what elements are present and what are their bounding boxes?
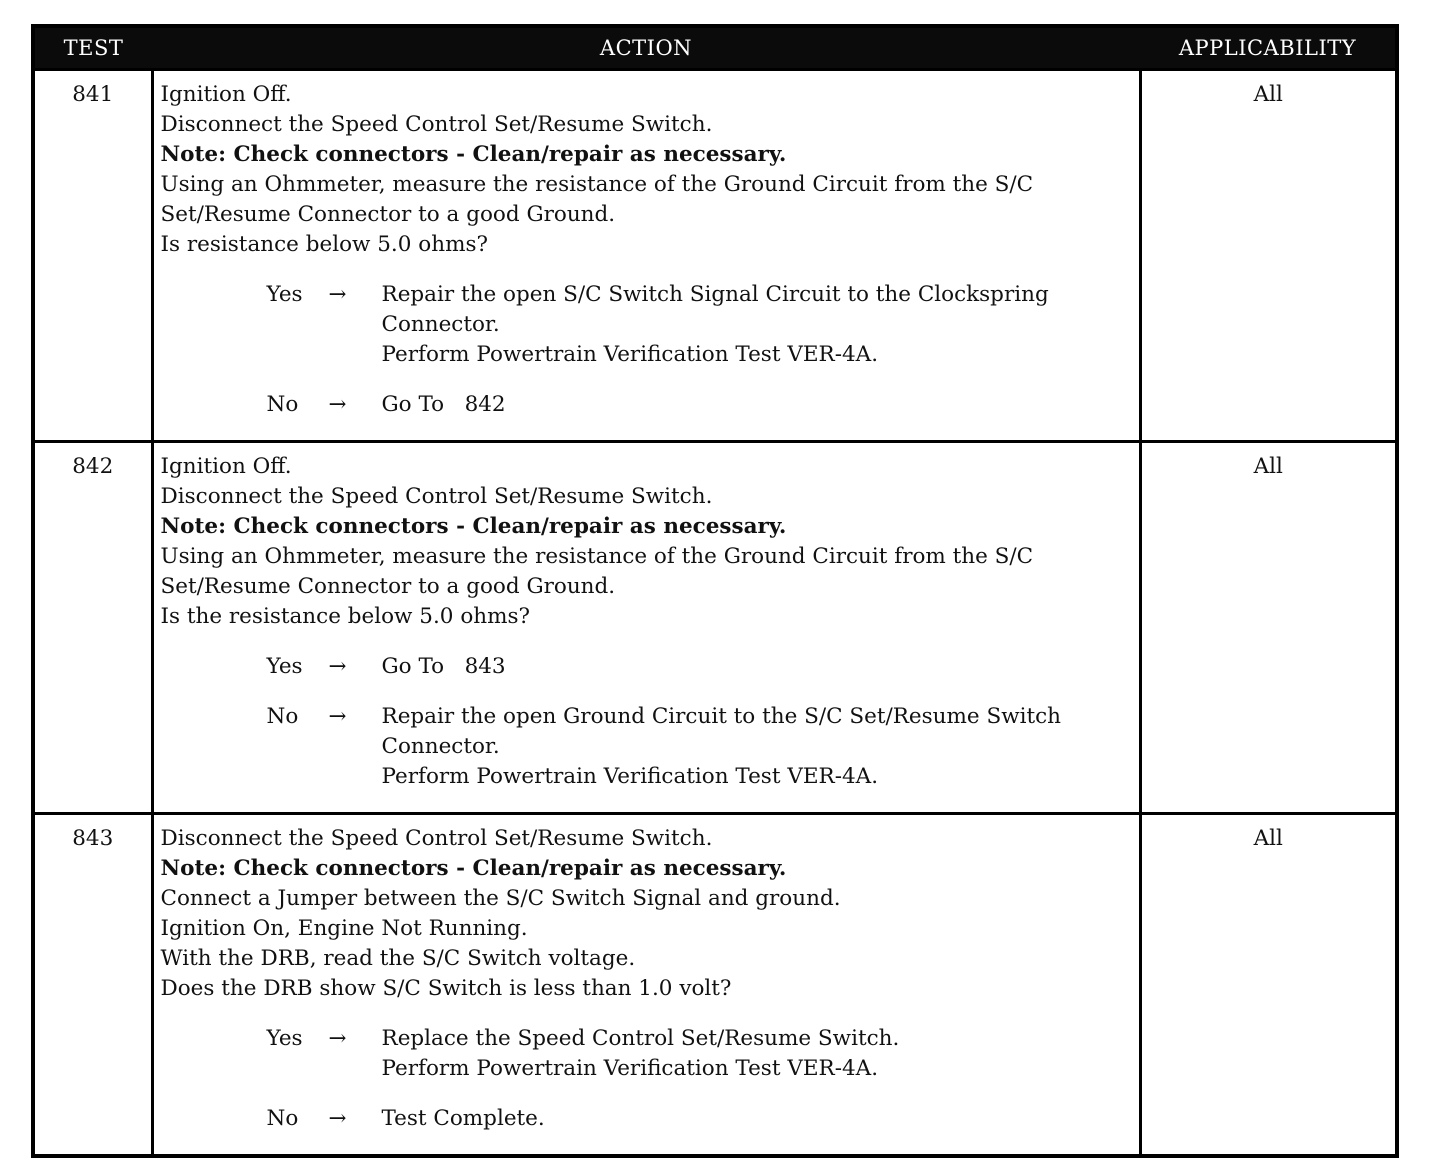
action-line: With the DRB, read the S/C Switch voltage. (160, 946, 636, 971)
test-number: 841 (33, 70, 152, 442)
test-row-841 (33, 70, 1397, 442)
action-line: Connect a Jumper between the S/C Switch Signal and ground. (160, 886, 841, 911)
answer-yes (161, 280, 1131, 370)
answer-line: Perform Powertrain Verification Test VER-4A. (381, 342, 879, 367)
diagnostic-test-table (31, 24, 1399, 1158)
applicability-value: All (1140, 442, 1397, 814)
answer-label: No (266, 704, 299, 729)
action-line: Ignition On, Engine Not Running. (160, 916, 528, 941)
action-cell (152, 442, 1140, 814)
answer-line: Repair the open Ground Circuit to the S/C Set/Resume Switch (381, 704, 1061, 729)
action-line: Ignition Off. (160, 454, 292, 479)
answer-label: No (266, 392, 299, 417)
arrow-icon: → (328, 654, 347, 679)
answer-line: Go To 842 (381, 392, 506, 417)
applicability-value: All (1140, 814, 1397, 1157)
arrow-icon: → (328, 392, 347, 417)
test-number: 843 (33, 814, 152, 1157)
answer-line: Replace the Speed Control Set/Resume Switch. (381, 1026, 900, 1051)
answer-line: Connector. (381, 734, 500, 759)
answer-body (382, 390, 1131, 420)
answer-yes (161, 1024, 1131, 1084)
answer-body (382, 702, 1131, 792)
action-line: Disconnect the Speed Control Set/Resume Switch. (160, 484, 713, 509)
header-applicability: APPLICABILITY (1140, 26, 1397, 70)
action-note: Note: Check connectors - Clean/repair as necessary. (160, 142, 787, 167)
answer-no (161, 702, 1131, 792)
action-question: Is resistance below 5.0 ohms? (160, 232, 489, 257)
action-line: Disconnect the Speed Control Set/Resume Switch. (160, 826, 713, 851)
arrow-icon: → (328, 1106, 347, 1131)
action-line: Set/Resume Connector to a good Ground. (160, 202, 616, 227)
table-header-row (33, 26, 1397, 70)
answer-line: Perform Powertrain Verification Test VER-4A. (381, 764, 879, 789)
action-question: Does the DRB show S/C Switch is less than 1.0 volt? (160, 976, 732, 1001)
answer-no (161, 1104, 1131, 1134)
answer-body (382, 652, 1131, 682)
answer-line: Connector. (381, 312, 500, 337)
action-note: Note: Check connectors - Clean/repair as necessary. (160, 856, 787, 881)
answer-no (161, 390, 1131, 420)
header-action: ACTION (152, 26, 1140, 70)
answer-line: Repair the open S/C Switch Signal Circuit to the Clockspring (381, 282, 1049, 307)
action-line: Disconnect the Speed Control Set/Resume Switch. (160, 112, 713, 137)
action-line: Ignition Off. (160, 82, 292, 107)
answer-label: Yes (266, 654, 303, 679)
answer-label: Yes (266, 1026, 303, 1051)
arrow-icon: → (328, 282, 347, 307)
action-question: Is the resistance below 5.0 ohms? (160, 604, 531, 629)
answer-body (382, 280, 1131, 370)
test-row-843 (33, 814, 1397, 1157)
applicability-value: All (1140, 70, 1397, 442)
answer-body (382, 1104, 1131, 1134)
answer-line: Go To 843 (381, 654, 506, 679)
arrow-icon: → (328, 1026, 347, 1051)
action-cell (152, 70, 1140, 442)
test-number: 842 (33, 442, 152, 814)
answer-line: Test Complete. (381, 1106, 545, 1131)
test-row-842 (33, 442, 1397, 814)
answer-body (382, 1024, 1131, 1084)
answer-line: Perform Powertrain Verification Test VER-4A. (381, 1056, 879, 1081)
action-line: Using an Ohmmeter, measure the resistance of the Ground Circuit from the S/C (160, 544, 1034, 569)
action-cell (152, 814, 1140, 1157)
answer-yes (161, 652, 1131, 682)
arrow-icon: → (328, 704, 347, 729)
action-note: Note: Check connectors - Clean/repair as necessary. (160, 514, 787, 539)
action-line: Set/Resume Connector to a good Ground. (160, 574, 616, 599)
header-test: TEST (33, 26, 152, 70)
answer-label: Yes (266, 282, 303, 307)
answer-label: No (266, 1106, 299, 1131)
action-line: Using an Ohmmeter, measure the resistance of the Ground Circuit from the S/C (160, 172, 1034, 197)
